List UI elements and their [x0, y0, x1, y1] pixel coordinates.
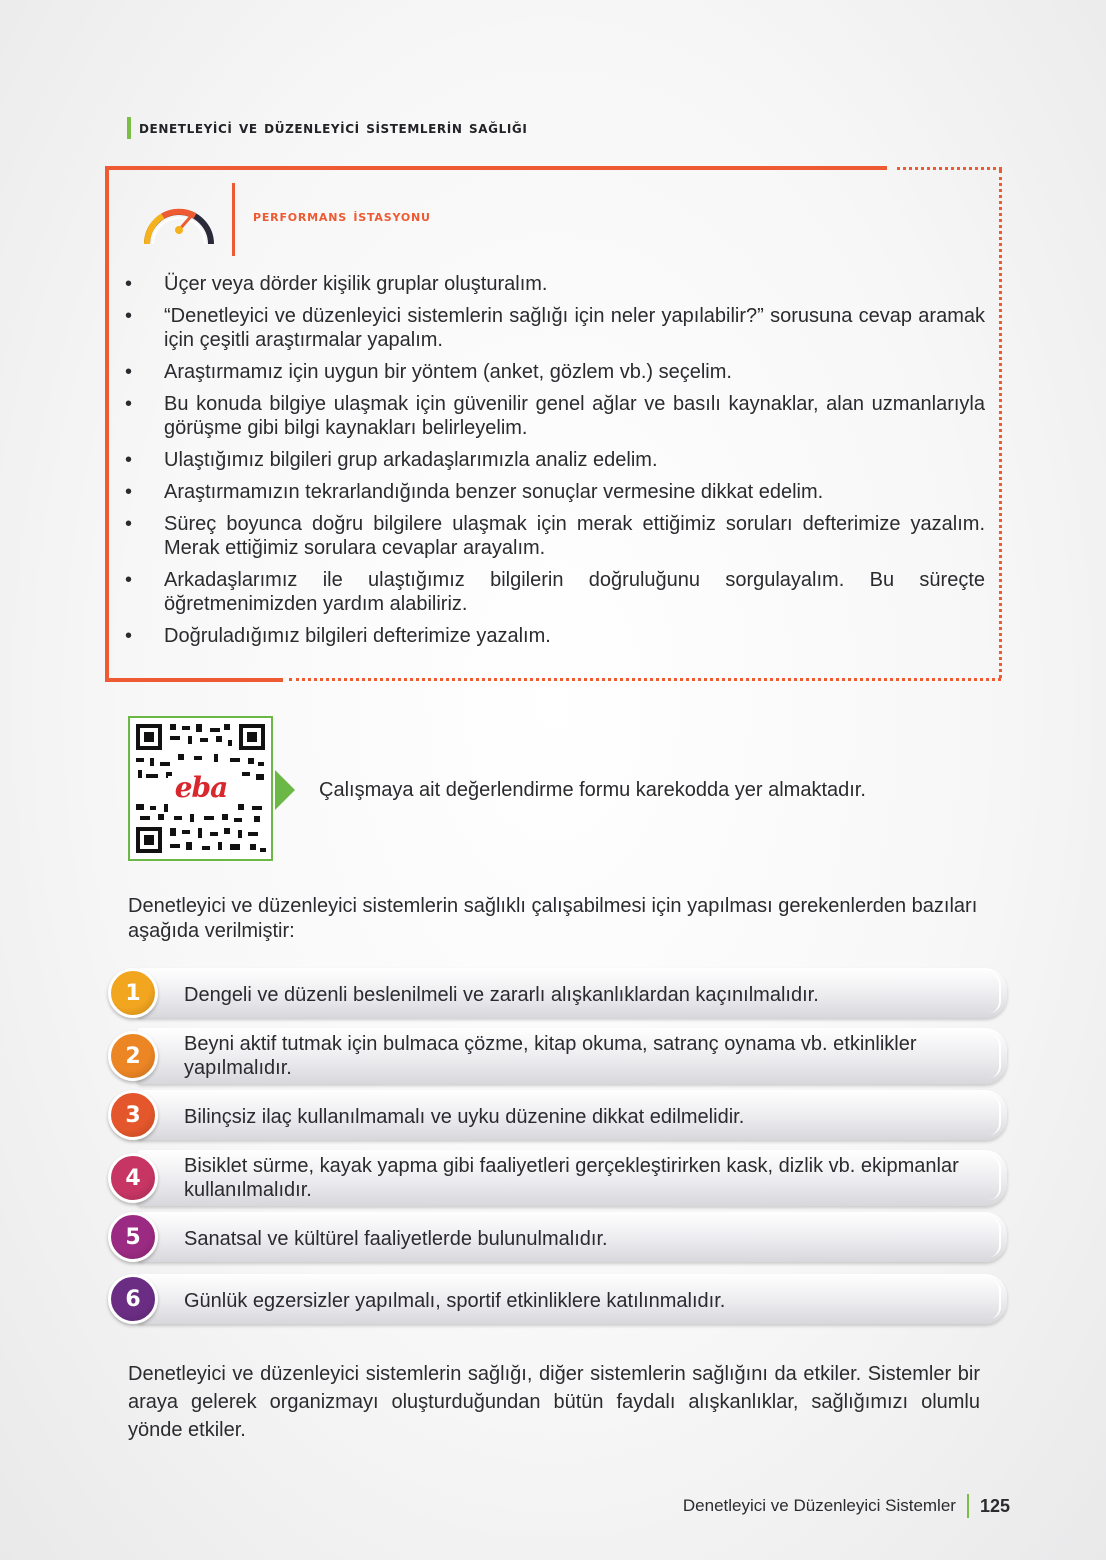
gauge-icon — [139, 190, 219, 250]
footer-divider — [967, 1494, 969, 1518]
page-footer — [683, 1494, 1010, 1518]
rule-text: Beyni aktif tutmak için bulmaca çözme, kitap okuma, satranç oynama vb. etkinlikler yapılmalıdır. — [184, 1033, 917, 1079]
qr-arrow — [275, 770, 295, 810]
footer-chapter-title: Denetleyici ve Düzenleyici Sistemler — [682, 1496, 956, 1515]
intro-paragraph: Denetleyici ve düzenleyici sistemlerin sağlıklı çalışabilmesi için yapılması gerekenlerden bazıları aşağıda verilmiştir: — [128, 895, 978, 942]
rule-text: Dengeli ve düzenli beslenilmeli ve zararlı alışkanlıklardan kaçınılmalıdır. — [184, 984, 819, 1006]
performance-title: performans i̇stasyonu — [253, 206, 431, 225]
rule-number-badge: 3 — [108, 1090, 158, 1140]
qr-caption: Çalışmaya ait değerlendirme formu karekodda yer almaktadır. — [319, 779, 866, 801]
list-item: • Süreç boyunca doğru bilgilere ulaşmak için merak ettiğimiz soruları defterimize yazalım. Merak ettiğimiz sorulara cevaplar arayalım. — [125, 512, 985, 560]
heading-accent-bar — [127, 117, 131, 139]
rule-row-6 — [107, 1274, 1007, 1324]
rule-number-badge: 6 — [108, 1274, 158, 1324]
rule-number-badge: 5 — [108, 1212, 158, 1262]
list-item: • Arkadaşlarımız ile ulaştığımız bilgilerin doğruluğunu sorgulayalım. Bu süreçte öğretmenimizden yardım alabiliriz. — [125, 568, 985, 616]
rule-row-4 — [107, 1150, 1007, 1206]
rule-text: Sanatsal ve kültürel faaliyetlerde bulunulmalıdır. — [184, 1228, 608, 1250]
eba-logo: eba — [174, 771, 228, 804]
rule-text: Bisiklet sürme, kayak yapma gibi faaliyetleri gerçekleştirirken kask, dizlik vb. ekipmanlar kullanılmalıdır. — [184, 1155, 959, 1201]
list-item: • Araştırmamızın tekrarlandığında benzer sonuçlar vermesine dikkat edelim. — [125, 480, 985, 504]
performance-divider — [232, 183, 235, 256]
rule-text: Günlük egzersizler yapılmalı, sportif etkinliklere katılınmalıdır. — [184, 1290, 726, 1312]
list-item: • Bu konuda bilgiye ulaşmak için güvenilir genel ağlar ve basılı kaynaklar, alan uzmanlarıyla görüşme gibi bilgi kaynakları belirleyelim. — [125, 392, 985, 440]
rule-row-1 — [107, 968, 1007, 1018]
rule-number-badge: 4 — [108, 1153, 158, 1203]
rule-text: Bilinçsiz ilaç kullanılmamalı ve uyku düzenine dikkat edilmelidir. — [184, 1106, 745, 1128]
page-number: 125 — [979, 1495, 1010, 1516]
section-heading — [127, 116, 527, 140]
rule-row-2 — [107, 1028, 1007, 1084]
list-item: • Doğruladığımız bilgileri defterimize yazalım. — [125, 624, 985, 648]
closing-paragraph: Denetleyici ve düzenleyici sistemlerin sağlığı, diğer sistemlerin sağlığını da etkiler. Sistemler bir araya gelerek organizmayı oluşturduğundan bütün faydalı alışkanlıklar, sağlığımızı olumlu yönde etkiler. — [128, 1363, 980, 1441]
rule-number-badge: 2 — [108, 1031, 158, 1081]
list-item: • Ulaştığımız bilgileri grup arkadaşlarımızla analiz edelim. — [125, 448, 985, 472]
list-item: • Üçer veya dörder kişilik gruplar oluşturalım. — [125, 272, 985, 296]
rule-row-3 — [107, 1090, 1007, 1140]
list-item: • Araştırmamız için uygun bir yöntem (anket, gözlem vb.) seçelim. — [125, 360, 985, 384]
performance-list — [125, 272, 985, 656]
qr-code[interactable] — [128, 716, 273, 861]
rule-number-badge: 1 — [108, 968, 158, 1018]
list-item: • “Denetleyici ve düzenleyici sistemlerin sağlığı için neler yapılabilir?” sorusuna cevap aramak için çeşitli araştırmalar yapalım. — [125, 304, 985, 352]
section-title: denetleyi̇ci̇ ve düzenleyi̇ci̇ si̇stemleri̇n sağliği — [139, 118, 528, 138]
rule-row-5 — [107, 1212, 1007, 1262]
